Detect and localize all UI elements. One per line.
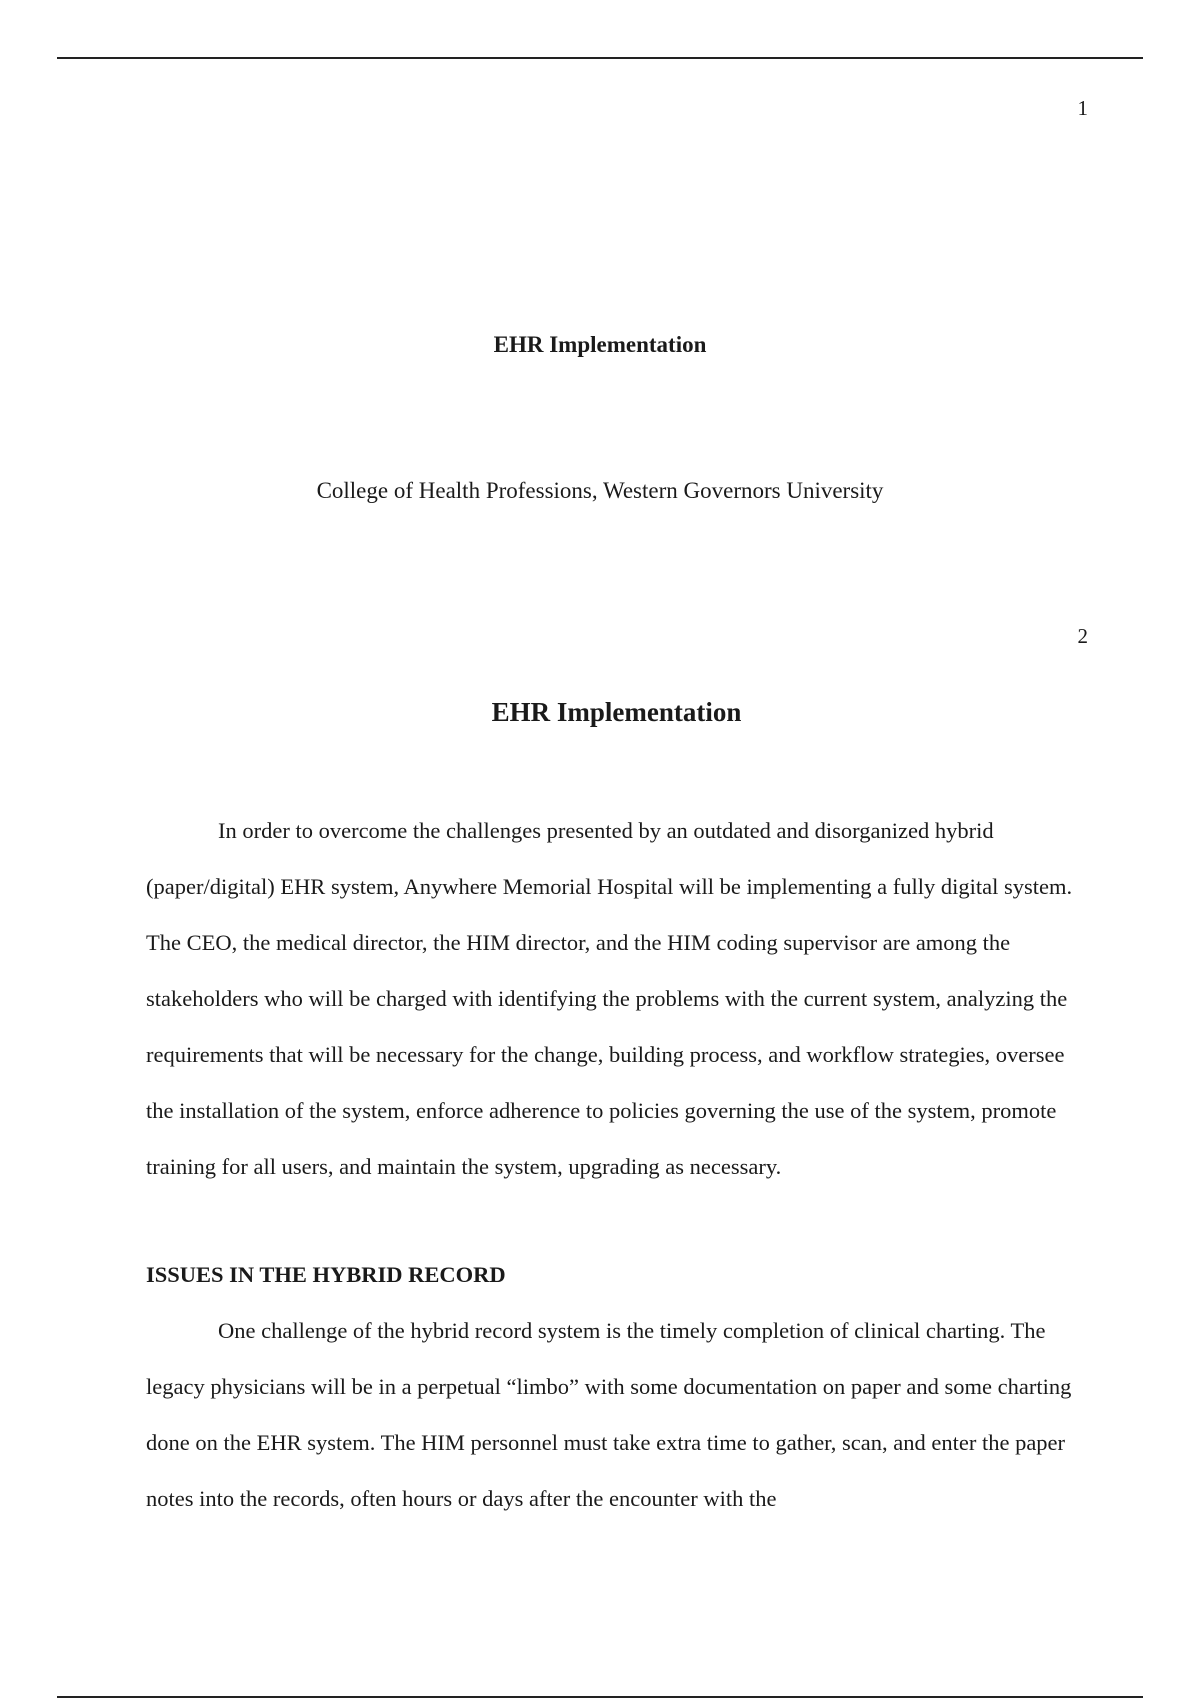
page-number: 1 (1077, 96, 1088, 120)
page-number: 2 (1077, 624, 1088, 648)
hybrid-record-paragraph-block (146, 1303, 1096, 1527)
top-page-rule (57, 57, 1143, 59)
institution-affiliation: College of Health Professions, Western Governors University (316, 478, 884, 503)
hybrid-record-paragraph: One challenge of the hybrid record system is the timely completion of clinical charting. The legacy physicians will be in a perpetual “limbo” with some documentation on paper and some charting done on the EHR system. The HIM personnel must take extra time to gather, scan, and enter the paper notes into the records, often hours or days after the encounter with the (146, 1318, 1072, 1511)
section-heading: ISSUES IN THE HYBRID RECORD (146, 1262, 506, 1287)
introduction-paragraph-block (146, 803, 1096, 1195)
bottom-page-rule (57, 1696, 1143, 1698)
cover-title: EHR Implementation (493, 332, 707, 357)
introduction-paragraph: In order to overcome the challenges presented by an outdated and disorganized hybrid (paper/digital) EHR system, Anywhere Memorial Hospital will be implementing a fully digital system. The CEO, the medical director, the HIM director, and the HIM coding supervisor are among the stakeholders who will be charged with identifying the problems with the current system, analyzing the requirements that will be necessary for the change, building process, and workflow strategies, oversee the installation of the system, enforce adherence to policies governing the use of the system, promote training for all users, and maintain the system, upgrading as necessary. (146, 818, 1073, 1179)
body-title: EHR Implementation (491, 697, 742, 727)
